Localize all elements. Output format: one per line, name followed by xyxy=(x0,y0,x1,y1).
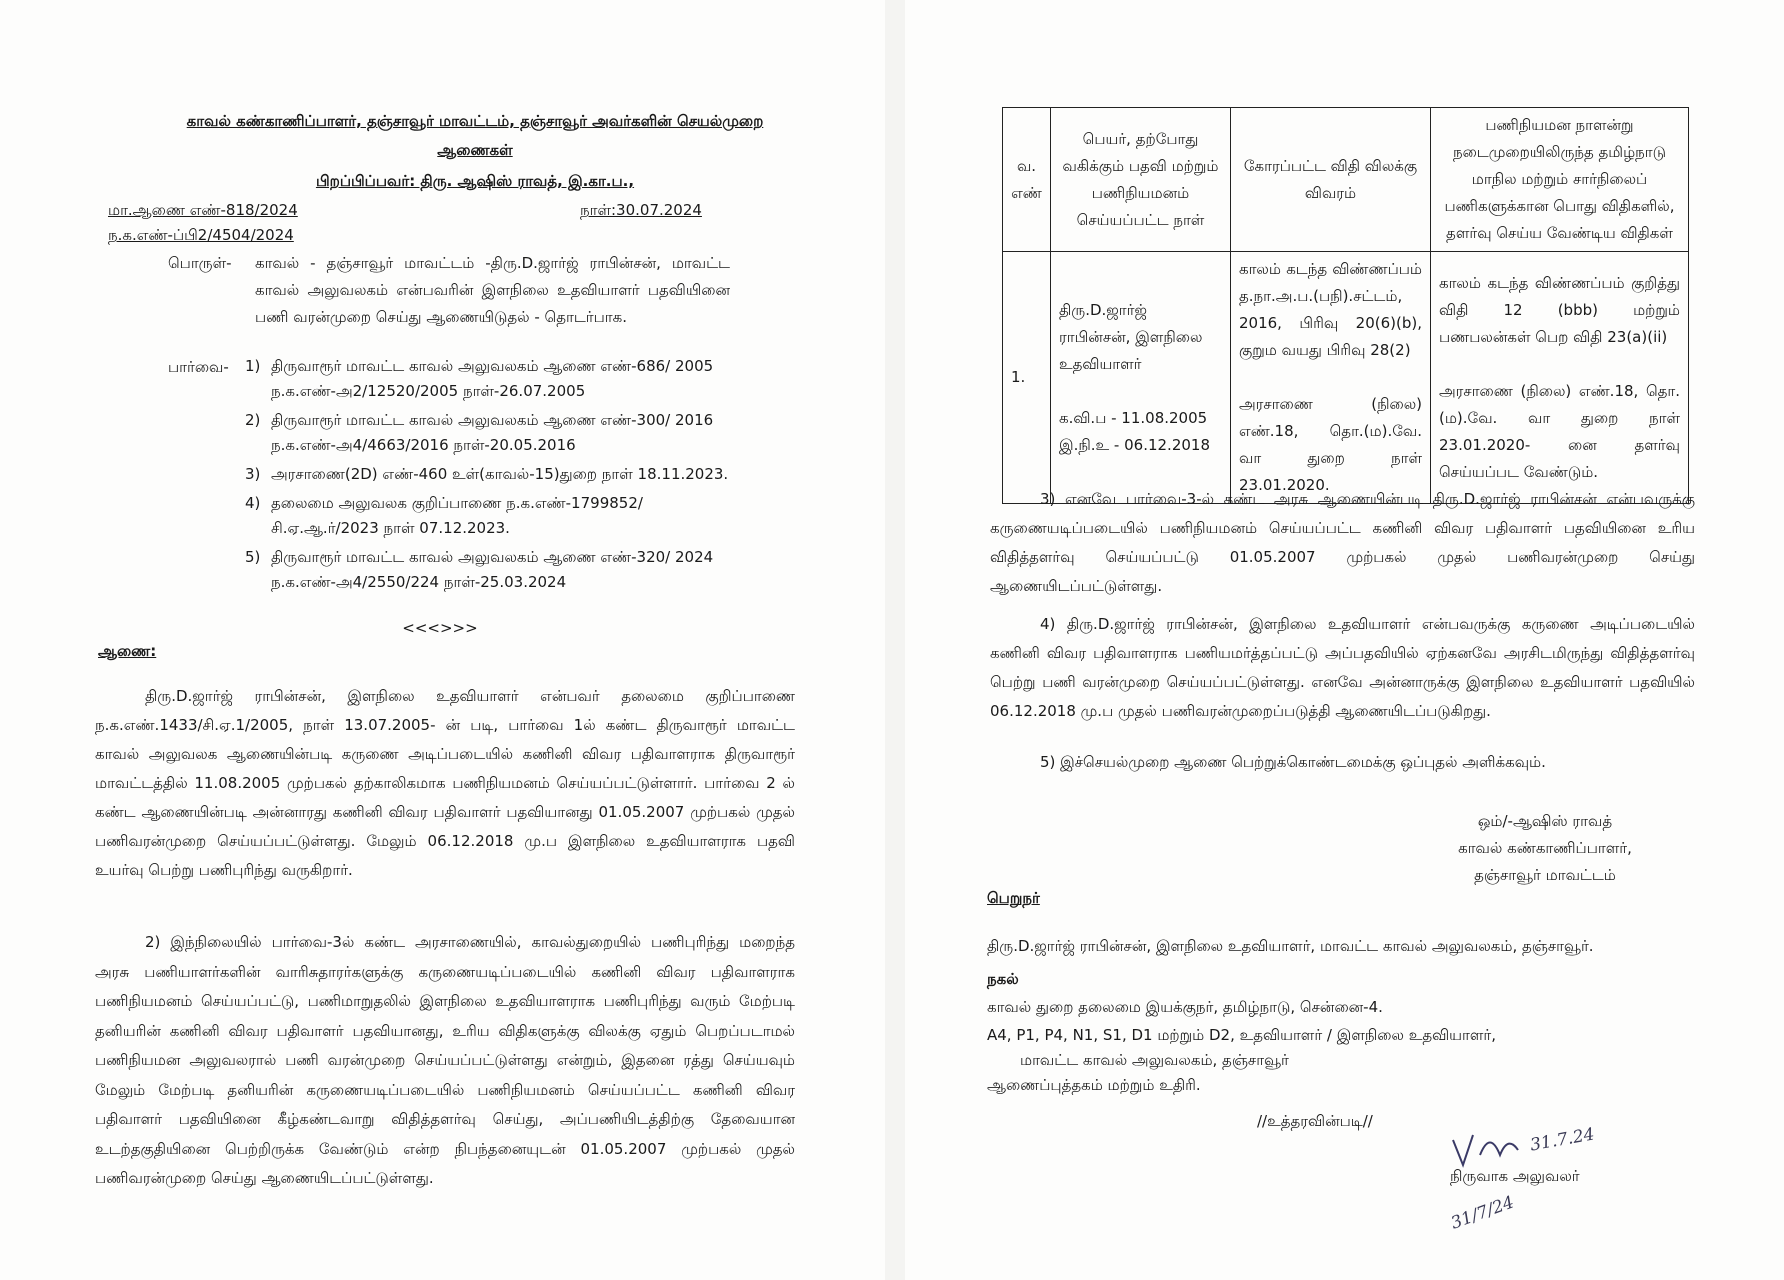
signatory-district: தஞ்சாவூர் மாவட்டம் xyxy=(1474,866,1616,884)
recipient: திரு.D.ஜார்ஜ் ராபின்சன், இளநிலை உதவியாளர், மாவட்ட காவல் அலுவலகம், தஞ்சாவூர். xyxy=(987,937,1594,955)
cell-rules: காலம் கடந்த விண்ணப்பம் குறித்து விதி 12 (bbb) மற்றும் பணபலன்கள் பெற விதி 23(a)(ii) அரசாணை (நிலை) எண்.18, தொ.(ம).வே. வா துறை நாள் 23.01.2020- னை தளர்வு செய்யப்பட வேண்டும். xyxy=(1431,252,1689,504)
separator: <<<>>> xyxy=(402,619,478,637)
paragraph-3: 3) எனவே பார்வை-3-ல் கண்ட அரசு ஆணையின்படி திரு.D.ஜார்ஜ் ராபின்சன் என்பவருக்கு கருணையடிப்படையில் பணிநியமனம் செய்யப்பட்ட கணினி விவர பதிவாளர் பதவியினை உரிய விதித்தளர்வு செய்யப்பட்டு 01.05.2007 முற்பகல் முதல் பணிவரன்முறை செய்து ஆணையிடப்பட்டுள்ளது. xyxy=(990,490,1695,595)
reference-item: 2) திருவாரூர் மாவட்ட காவல் அலுவலகம் ஆணை எண்-300/ 2016 ந.க.எண்-அ4/4663/2016 நாள்-20.05.2016 xyxy=(245,411,714,454)
right-page xyxy=(905,0,1784,1280)
by-order: //உத்தரவின்படி// xyxy=(1257,1112,1373,1130)
recipient-label: பெறுநர் xyxy=(987,889,1040,907)
reference-item: 1) திருவாரூர் மாவட்ட காவல் அலுவலகம் ஆணை எண்-686/ 2005 ந.க.எண்-அ2/12520/2005 நாள்-26.07.2005 xyxy=(245,357,714,400)
reference-item: 4) தலைமை அலுவலக குறிப்பாணை ந.க.எண்-1799852/ சி.ஏ.ஆ.ர்/2023 நாள் 07.12.2023. xyxy=(245,494,643,537)
header-rules: பணிநியமன நாளன்று நடைமுறையிலிருந்த தமிழ்நாடு மாநில மற்றும் சார்நிலைப் பணிகளுக்கான பொது விதிகளில், தளர்வு செய்ய வேண்டிய விதிகள் xyxy=(1431,108,1689,252)
left-page xyxy=(0,0,885,1280)
officer-title: நிருவாக அலுவலர் xyxy=(1450,1167,1580,1185)
subject: காவல் - தஞ்சாவூர் மாவட்டம் -திரு.D.ஜார்ஜ் ராபின்சன், மாவட்ட காவல் அலுவலகம் என்பவரின் இளநிலை உதவியாளர் பதவியினை பணி வரன்முறை செய்து ஆணையிடுதல் - தொடர்பாக. xyxy=(255,254,730,326)
initial-date-2: 31/7/24 xyxy=(1448,1192,1517,1234)
signatory-title: காவல் கண்காணிப்பாளர், xyxy=(1458,839,1632,857)
order-date: நாள்:30.07.2024 xyxy=(580,201,702,219)
references-label: பார்வை- xyxy=(168,358,229,376)
copy-line-3: மாவட்ட காவல் அலுவலகம், தஞ்சாவூர் xyxy=(1020,1051,1289,1069)
cell-exemption: காலம் கடந்த விண்ணப்பம் த.நா.அ.ப.(பநி).சட்டம், 2016, பிரிவு 20(6)(b), குறும வயது பிரிவு 28(2) அரசாணை (நிலை) எண்.18, தொ.(ம).வே. வா துறை நாள் 23.01.2020. xyxy=(1231,252,1431,504)
initial-date: 31.7.24 xyxy=(1528,1124,1597,1156)
copy-line-1: காவல் துறை தலைமை இயக்குநர், தமிழ்நாடு, சென்னை-4. xyxy=(987,998,1383,1016)
file-number: ந.க.எண்-ப்பி2/4504/2024 xyxy=(108,226,294,244)
title-line-1: காவல் கண்காணிப்பாளர், தஞ்சாவூர் மாவட்டம், தஞ்சாவூர் அவர்களின் செயல்முறை xyxy=(186,112,764,130)
reference-item: 3) அரசாணை(2D) எண்-460 உள்(காவல்-15)துறை நாள் 18.11.2023. xyxy=(245,465,729,483)
paragraph-4: 4) திரு.D.ஜார்ஜ் ராபின்சன், இளநிலை உதவியாளர் என்பவருக்கு கருணை அடிப்படையில் கணினி விவர பதிவாளராக பணியமர்த்தப்பட்டு அப்பதவியில் ஏற்கனவே அரசிடமிருந்து விதித்தளர்வு பெற்று பணி வரன்முறை செய்யப்பட்டுள்ளது. எனவே அன்னாருக்கு இளநிலை உதவியாளர் பதவியில் 06.12.2018 மு.ப முதல் பணிவரன்முறைப்படுத்தி ஆணையிடப்படுகிறது. xyxy=(990,615,1695,720)
subject-label: பொருள்- xyxy=(168,254,232,272)
header-sno: வ. எண் xyxy=(1003,108,1051,252)
paragraph-5: 5) இச்செயல்முறை ஆணை பெற்றுக்கொண்டமைக்கு ஒப்புதல் அளிக்கவும். xyxy=(1040,753,1546,771)
copy-label: நகல் xyxy=(987,970,1019,988)
reference-item: 5) திருவாரூர் மாவட்ட காவல் அலுவலகம் ஆணை எண்-320/ 2024 ந.க.எண்-அ4/2550/224 நாள்-25.03.2024 xyxy=(245,548,714,591)
cell-name: திரு.D.ஜார்ஜ் ராபின்சன், இளநிலை உதவியாளர் க.வி.ப - 11.08.2005 இ.நி.உ - 06.12.2018 xyxy=(1051,252,1231,504)
table-row xyxy=(1003,252,1689,504)
paragraph-1: திரு.D.ஜார்ஜ் ராபின்சன், இளநிலை உதவியாளர் என்பவர் தலைமை குறிப்பாணை ந.க.எண்.1433/சி.ஏ.1/2005, நாள் 13.07.2005- ன் படி, பார்வை 1ல் கண்ட திருவாரூர் மாவட்ட காவல் அலுவலக ஆணையின்படி கருணை அடிப்படையில் கணினி விவர பதிவாளராக திருவாரூர் மாவட்டத்தில் 11.08.2005 முற்பகல் தற்காலிகமாக பணிநியமனம் செய்யப்பட்டுள்ளார். பார்வை 2 ல் கண்ட ஆணையின்படி அன்னாரது கணினி விவர பதிவாளர் பதவியானது 01.05.2007 முற்பகல் முதல் பணிவரன்முறை செய்யப்பட்டுள்ளது. மேலும் 06.12.2018 மு.ப இளநிலை உதவியாளராக பதவி உயர்வு பெற்று பணிபுரிந்து வருகிறார். xyxy=(95,687,795,879)
copy-line-2: A4, P1, P4, N1, S1, D1 மற்றும் D2, உதவியாளர் / இளநிலை உதவியாளர், xyxy=(987,1026,1496,1044)
order-number: மா.ஆணை எண்-818/2024 xyxy=(108,201,298,219)
issuer: பிறப்பிப்பவர்: திரு. ஆஷிஸ் ராவத், இ.கா.ப., xyxy=(315,172,635,190)
copy-line-4: ஆணைப்புத்தகம் மற்றும் உதிரி. xyxy=(987,1076,1201,1094)
header-name: பெயர், தற்போது வகிக்கும் பதவி மற்றும் பணிநியமனம் செய்யப்பட்ட நாள் xyxy=(1051,108,1231,252)
exemption-table xyxy=(1002,107,1689,504)
cell-sno: 1. xyxy=(1003,252,1051,504)
references-list xyxy=(245,354,735,599)
signatory-name: ஒம்/-ஆஷிஸ் ராவத் xyxy=(1477,812,1613,830)
table-header-row xyxy=(1003,108,1689,252)
paragraph-2: 2) இந்நிலையில் பார்வை-3ல் கண்ட அரசாணையில், காவல்துறையில் பணிபுரிந்து மறைந்த அரசு பணியாளர்களின் வாரிசுதாரர்களுக்கு கருணையடிப்படையில் கணினி விவர பதிவாளராக பணிநியமனம் செய்யப்பட்டு, பணிமாறுதலில் இளநிலை உதவியாளராக பணிபுரிந்து வரும் மேற்படி தனியரின் கணினி விவர பதிவாளர் பதவியானது, உரிய விதிகளுக்கு விலக்கு ஏதும் பெறப்படாமல் பணிநியமன அலுவலரால் பணி வரன்முறை செய்யப்பட்டுள்ளது என்றும், இதனை ரத்து செய்யவும் மேலும் மேற்படி தனியரின் கருணையடிப்படையில் பணிநியமனம் செய்யப்பட்ட கணினி விவர பதிவாளர் பதவியினை கீழ்கண்டவாறு விதித்தளர்வு செய்து, அப்பணியிடத்திற்கு தேவையான உடற்தகுதியினை பெற்றிருக்க வேண்டும் என்ற நிபந்தனையுடன் 01.05.2007 முற்பகல் முதல் பணிவரன்முறை செய்து ஆணையிடப்பட்டுள்ளது. xyxy=(95,933,795,1187)
title-line-2: ஆணைகள் xyxy=(437,141,513,159)
order-heading: ஆணை: xyxy=(98,642,157,660)
header-exemption: கோரப்பட்ட விதி விலக்கு விவரம் xyxy=(1231,108,1431,252)
